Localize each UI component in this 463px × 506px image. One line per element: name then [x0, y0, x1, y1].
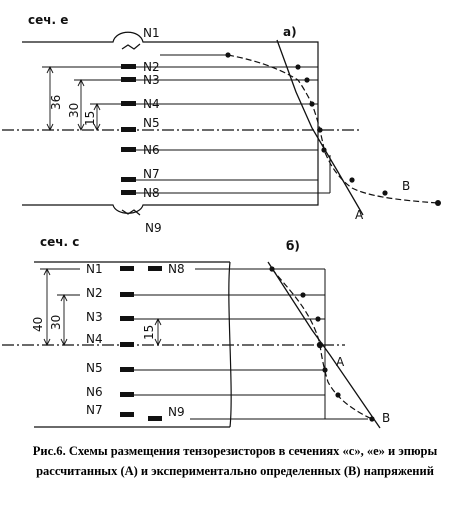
section-label-b: сеч. с — [40, 235, 80, 249]
gauge-label-n7-a: N7 — [143, 167, 160, 181]
curve-label-a-a: A — [355, 208, 364, 222]
gauge-label-n8-b: N8 — [168, 262, 185, 276]
gauges-a — [121, 64, 136, 195]
gauge-label-n6-b: N6 — [86, 385, 103, 399]
gauge-label-n8-a: N8 — [143, 186, 160, 200]
gauges-b — [120, 266, 162, 421]
gauge-label-n5-a: N5 — [143, 116, 160, 130]
gauge-label-n9-b: N9 — [168, 405, 185, 419]
gauge-label-n3-b: N3 — [86, 310, 103, 324]
diagram-a — [2, 32, 441, 215]
gauge-label-n6-a: N6 — [143, 143, 160, 157]
gauge-label-n7-b: N7 — [86, 403, 103, 417]
gauge-label-n2-b: N2 — [86, 286, 103, 300]
dim-30-b: 30 — [49, 314, 63, 330]
gauge-label-n1-b: N1 — [86, 262, 103, 276]
gauge-label-n2-a: N2 — [143, 60, 160, 74]
curve-label-b-b: B — [382, 411, 391, 425]
dim-30-a: 30 — [67, 102, 81, 118]
dim-40-b: 40 — [31, 316, 45, 332]
gauge-label-n4-b: N4 — [86, 332, 103, 346]
caption-prefix: Рис.6 — [32, 444, 63, 458]
gauge-label-n3-a: N3 — [143, 73, 160, 87]
figure-caption — [20, 441, 450, 481]
curve-label-b-a: B — [402, 179, 411, 193]
dim-36-a: 36 — [49, 94, 63, 110]
panel-label-a: а) — [283, 25, 297, 39]
dim-15-b: 15 — [142, 324, 156, 340]
gauge-label-n1-a: N1 — [143, 26, 160, 40]
gauge-label-n5-b: N5 — [86, 361, 103, 375]
section-outline-a — [22, 32, 318, 213]
gauge-label-n4-a: N4 — [143, 97, 160, 111]
curve-label-a-b: A — [336, 355, 345, 369]
gauge-n1-a — [122, 44, 140, 49]
section-label-a: сеч. е — [28, 13, 69, 27]
panel-label-b: б) — [286, 239, 300, 253]
dim-15-a: 15 — [83, 110, 97, 126]
diagram-b — [2, 262, 380, 428]
gauge-label-n9-a: N9 — [145, 221, 162, 235]
caption-text: . Схемы размещения тензорезисторов в сечениях «с», «е» и эпюры рассчитанных (А) и экспериментально определенных (В) напряжений — [36, 444, 438, 478]
